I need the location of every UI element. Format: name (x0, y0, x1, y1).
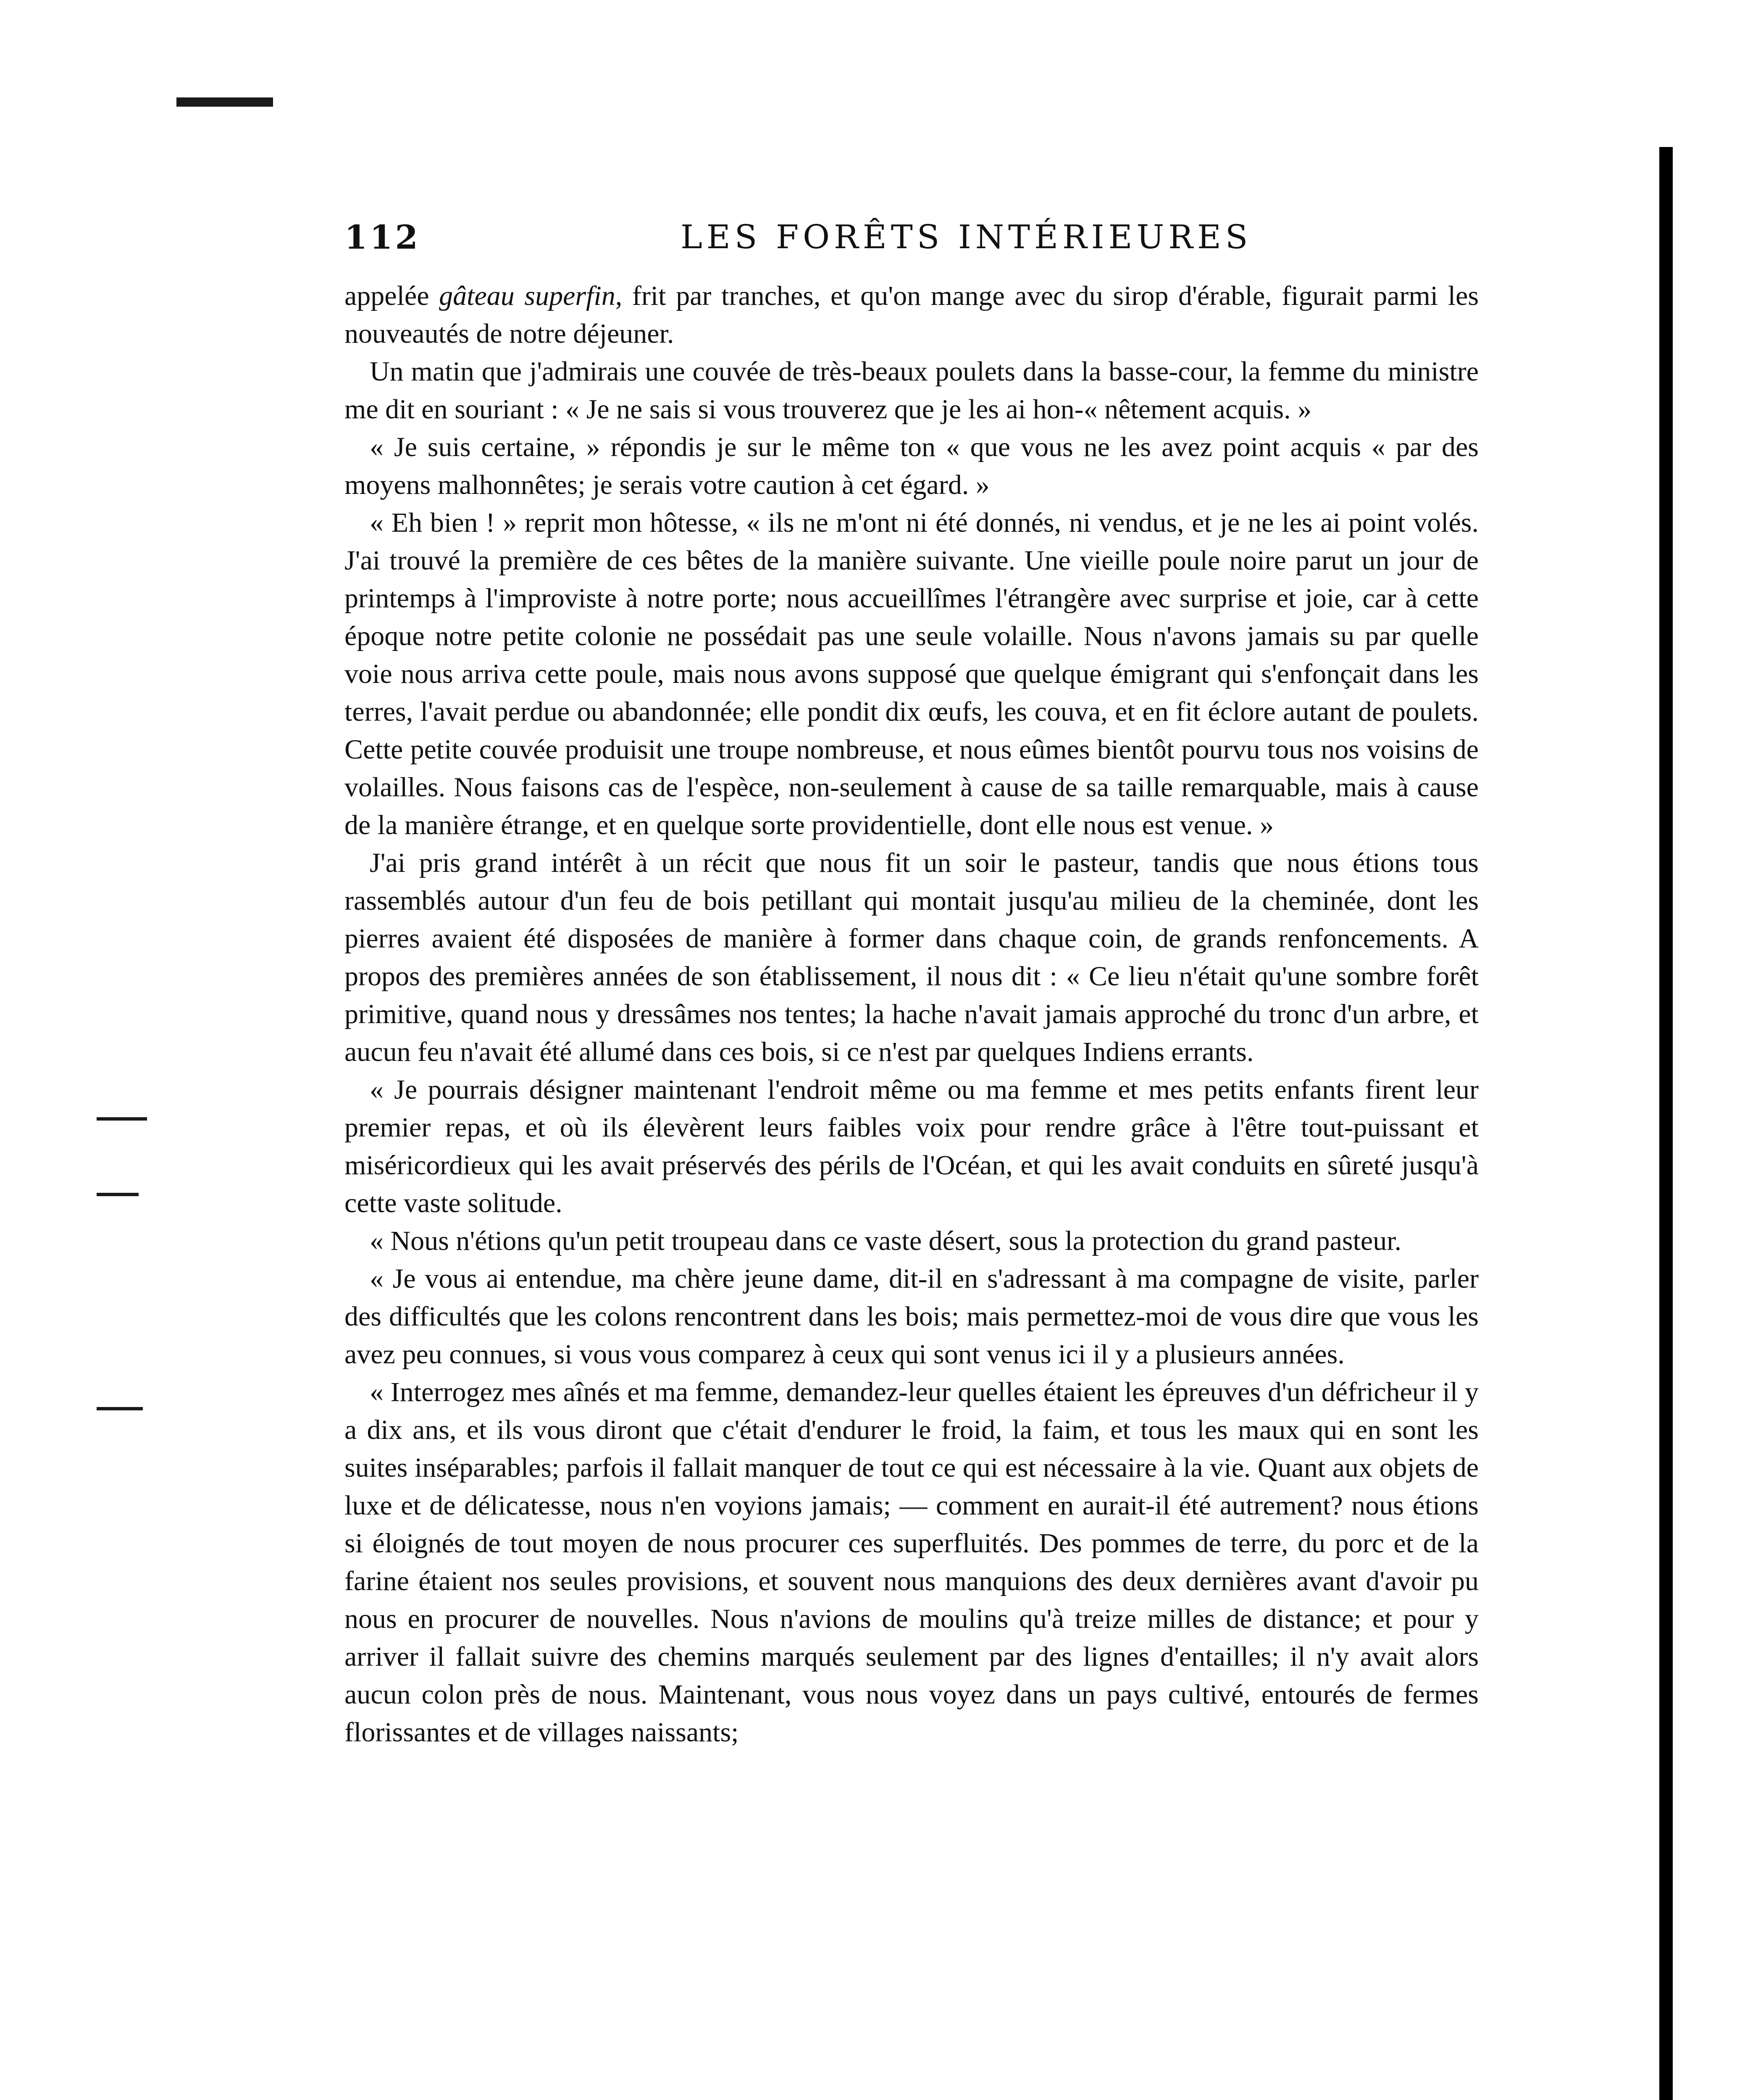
italic-term: gâteau superfin (439, 281, 615, 311)
paragraph: « Interrogez mes aînés et ma femme, demandez-leur quelles étaient les épreuves d'un défricheur il y a dix ans, et ils vous diront que c'était d'endurer le froid, la faim, et tous les maux qui en sont les suites inséparables; parfois il fallait manquer de tout ce qui est nécessaire à la vie. Quant aux objets de luxe et de délicatesse, nous n'en voyions jamais; — comment en aurait-il été autrement? nous étions si éloignés de tout moyen de nous procurer ces superfluités. Des pommes de terre, du porc et de la farine étaient nos seules provisions, et souvent nous manquions des deux dernières avant d'avoir pu nous en procurer de nouvelles. Nous n'avions de moulins qu'à treize milles de distance; et pour y arriver il fallait suivre des chemins marqués seulement par des lignes d'entailles; il n'y avait alors aucun colon près de nous. Maintenant, vous nous voyez dans un pays cultivé, entourés de fermes florissantes et de villages naissants; (344, 1377, 1479, 1748)
paragraph: « Eh bien ! » reprit mon hôtesse, « ils ne m'ont ni été donnés, ni vendus, et je ne les ai point volés. J'ai trouvé la première de ces bêtes de la manière suivante. Une vieille poule noire parut un jour de printemps à l'improviste à notre porte; nous accueillîmes l'étrangère avec surprise et joie, car à cette époque notre petite colonie ne possédait pas une seule volaille. Nous n'avons jamais su par quelle voie nous arriva cette poule, mais nous avons supposé que quelque émigrant qui s'enfonçait dans les terres, l'avait perdue ou abandonnée; elle pondit dix œufs, les couva, et en fit éclore autant de poulets. Cette petite couvée produisit une troupe nombreuse, et nous eûmes bientôt pourvu tous nos voisins de volailles. Nous faisons cas de l'espèce, non-seulement à cause de sa taille remarquable, mais à cause de la manière étrange, et en quelque sorte providentielle, dont elle nous est venue. » (344, 507, 1479, 840)
paragraph: « Je suis certaine, » répondis je sur le même ton « que vous ne les avez point acquis « par des moyens malhonnêtes; je serais votre caution à cet égard. » (344, 432, 1479, 500)
running-title: LES FORÊTS INTÉRIEURES (681, 218, 1252, 256)
scan-artifact-margin-3 (97, 1407, 143, 1410)
scan-edge-bar (1659, 147, 1673, 2100)
page-header (344, 218, 1504, 265)
body-text (344, 277, 1479, 2062)
scan-artifact-top (176, 97, 273, 107)
paragraph: Un matin que j'admirais une couvée de très-beaux poulets dans la basse-cour, la femme du ministre me dit en souriant : « Je ne sais si vous trouverez que je les ai hon-« nêtement acquis. » (344, 356, 1479, 425)
paragraph: « Je pourrais désigner maintenant l'endroit même ou ma femme et mes petits enfants firent leur premier repas, et où ils élevèrent leurs faibles voix pour rendre grâce à l'être tout-puissant et miséricordieux qui les avait préservés des périls de l'Océan, et qui les avait conduits en sûreté jusqu'à cette vaste solitude. (344, 1074, 1479, 1218)
page-number: 112 (344, 218, 420, 257)
paragraph: J'ai pris grand intérêt à un récit que nous fit un soir le pasteur, tandis que nous étions tous rassemblés autour d'un feu de bois petillant qui montait jusqu'au milieu de la cheminée, dont les pierres avaient été disposées de manière à former dans chaque coin, de grands renfoncements. A propos des premières années de son établissement, il nous dit : « Ce lieu n'était qu'une sombre forêt primitive, quand nous y dressâmes nos tentes; la hache n'avait jamais approché du tronc d'un arbre, et aucun feu n'avait été allumé dans ces bois, si ce n'est par quelques Indiens errants. (344, 848, 1479, 1067)
paragraph: « Je vous ai entendue, ma chère jeune dame, dit-il en s'adressant à ma compagne de visite, parler des difficultés que les colons rencontrent dans les bois; mais permettez-moi de vous dire que vous les avez peu connues, si vous vous comparez à ceux qui sont venus ici il y a plusieurs années. (344, 1263, 1479, 1370)
paragraph: appelée gâteau superfin, frit par tranches, et qu'on mange avec du sirop d'érable, figurait parmi les nouveautés de notre déjeuner. (344, 281, 1479, 349)
scan-artifact-margin-1 (97, 1117, 147, 1121)
paragraph: « Nous n'étions qu'un petit troupeau dans ce vaste désert, sous la protection du grand pasteur. (370, 1226, 1402, 1256)
scan-artifact-margin-2 (97, 1193, 139, 1196)
